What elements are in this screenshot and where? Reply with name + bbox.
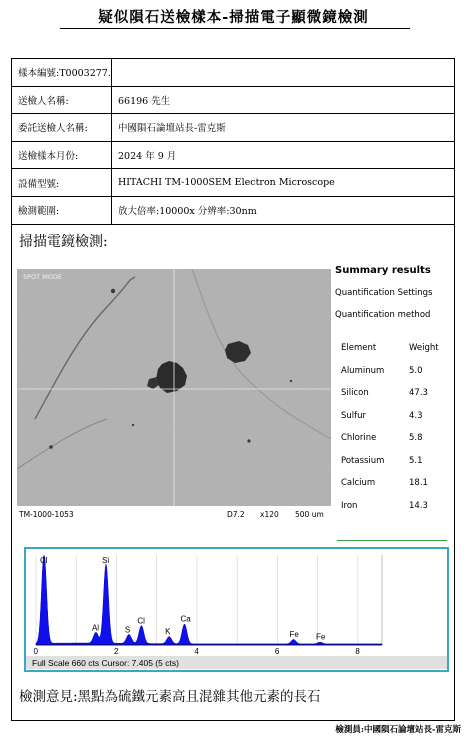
element-name: Chlorine <box>341 433 377 443</box>
info-label: 樣本編號:T0003277. <box>12 59 112 86</box>
x-tick-label: 8 <box>355 647 360 656</box>
element-header-row <box>335 338 455 361</box>
info-value: 中國隕石論壇站長-雷克斯 <box>112 114 455 142</box>
info-value: 2024 年 9 月 <box>112 141 455 169</box>
info-label: 委託送檢人名稱: <box>12 114 112 142</box>
element-weight: 47.3 <box>409 388 428 398</box>
sem-magnification: x120 <box>260 510 279 519</box>
x-tick-label: 0 <box>33 647 38 656</box>
x-tick-label: 4 <box>194 647 199 656</box>
element-row <box>335 383 455 406</box>
element-weight: 5.8 <box>409 433 423 443</box>
element-name: Aluminum <box>341 365 385 376</box>
info-label: 設備型號: <box>12 169 112 197</box>
spectrum-plot <box>26 549 447 670</box>
instrument-id: TM-1000-1053 <box>19 510 74 519</box>
element-row <box>335 451 455 474</box>
summary-method: Quantification method <box>335 310 431 320</box>
info-label: 送檢人名稱: <box>12 86 112 114</box>
element-weight: 4.3 <box>409 410 423 421</box>
document-title: 疑似隕石送檢樣本-掃描電子顯微鏡檢測 <box>98 9 369 26</box>
element-weight: 18.1 <box>409 478 428 488</box>
element-name: Calcium <box>341 478 376 488</box>
info-value <box>112 59 455 86</box>
sem-code: D7.2 <box>227 510 245 519</box>
section-title: 掃描電鏡檢測: <box>19 234 108 250</box>
sem-scale: 500 um <box>295 510 324 519</box>
element-name: Silicon <box>341 388 369 398</box>
info-row <box>12 114 454 142</box>
peak-label: Fe <box>289 629 299 639</box>
element-row <box>335 428 455 451</box>
element-row <box>335 361 455 384</box>
peak-label: Ca <box>180 614 191 624</box>
info-value: 66196 先生 <box>112 86 455 114</box>
peak-label: Al <box>91 623 100 633</box>
summary-panel <box>335 259 455 518</box>
info-value: HITACHI TM-1000SEM Electron Microscope <box>112 169 455 197</box>
spectrum-status: Full Scale 660 cts Cursor: 7.405 (5 cts) <box>32 658 179 668</box>
report-frame <box>11 58 455 721</box>
sem-footer <box>17 508 331 522</box>
element-row <box>335 473 455 496</box>
element-name: Iron <box>341 500 358 511</box>
summary-divider <box>337 540 447 541</box>
element-weight: 14.3 <box>409 500 428 511</box>
sem-image-graphic <box>17 269 331 506</box>
info-row <box>12 86 454 114</box>
x-tick-label: 6 <box>274 647 280 656</box>
spectrum-series <box>36 555 382 645</box>
element-row <box>335 406 455 429</box>
inspection-opinion: 檢測意見:黑點為硫鐵元素高且混雜其他元素的長石 <box>19 689 321 705</box>
element-name: Sulfur <box>341 410 367 421</box>
peak-label: Si <box>102 556 110 565</box>
element-weight: 5.0 <box>409 365 423 376</box>
info-row <box>12 141 454 169</box>
info-row <box>12 196 454 224</box>
spot-mode-label: SPOT MODE <box>23 273 63 281</box>
peak-label: K <box>165 627 171 637</box>
element-name: Potassium <box>341 455 385 466</box>
element-header: Element <box>341 343 377 353</box>
summary-settings: Quantification Settings <box>335 288 433 298</box>
peak-label: S <box>124 625 131 635</box>
element-row <box>335 496 455 519</box>
info-value: 放大倍率:10000x 分辨率:30nm <box>112 196 455 224</box>
sem-micrograph <box>17 269 331 506</box>
summary-title: Summary results <box>335 265 431 276</box>
inspector-signature: 檢測員:中國隕石論壇站長-雷克斯 <box>335 725 461 735</box>
peak-label: Fe <box>316 632 326 642</box>
peak-label: Cl <box>40 556 48 565</box>
info-row <box>12 169 454 197</box>
weight-header: Weight <box>409 343 439 353</box>
eds-spectrum <box>24 547 449 672</box>
element-weight: 5.1 <box>409 455 423 466</box>
peak-label: Cl <box>137 616 145 626</box>
title-underline <box>60 28 410 29</box>
info-table <box>12 59 454 225</box>
info-row <box>12 59 454 86</box>
x-tick-label: 2 <box>113 647 119 656</box>
info-label: 檢測範圍: <box>12 196 112 224</box>
info-label: 送檢樣本月份: <box>12 141 112 169</box>
